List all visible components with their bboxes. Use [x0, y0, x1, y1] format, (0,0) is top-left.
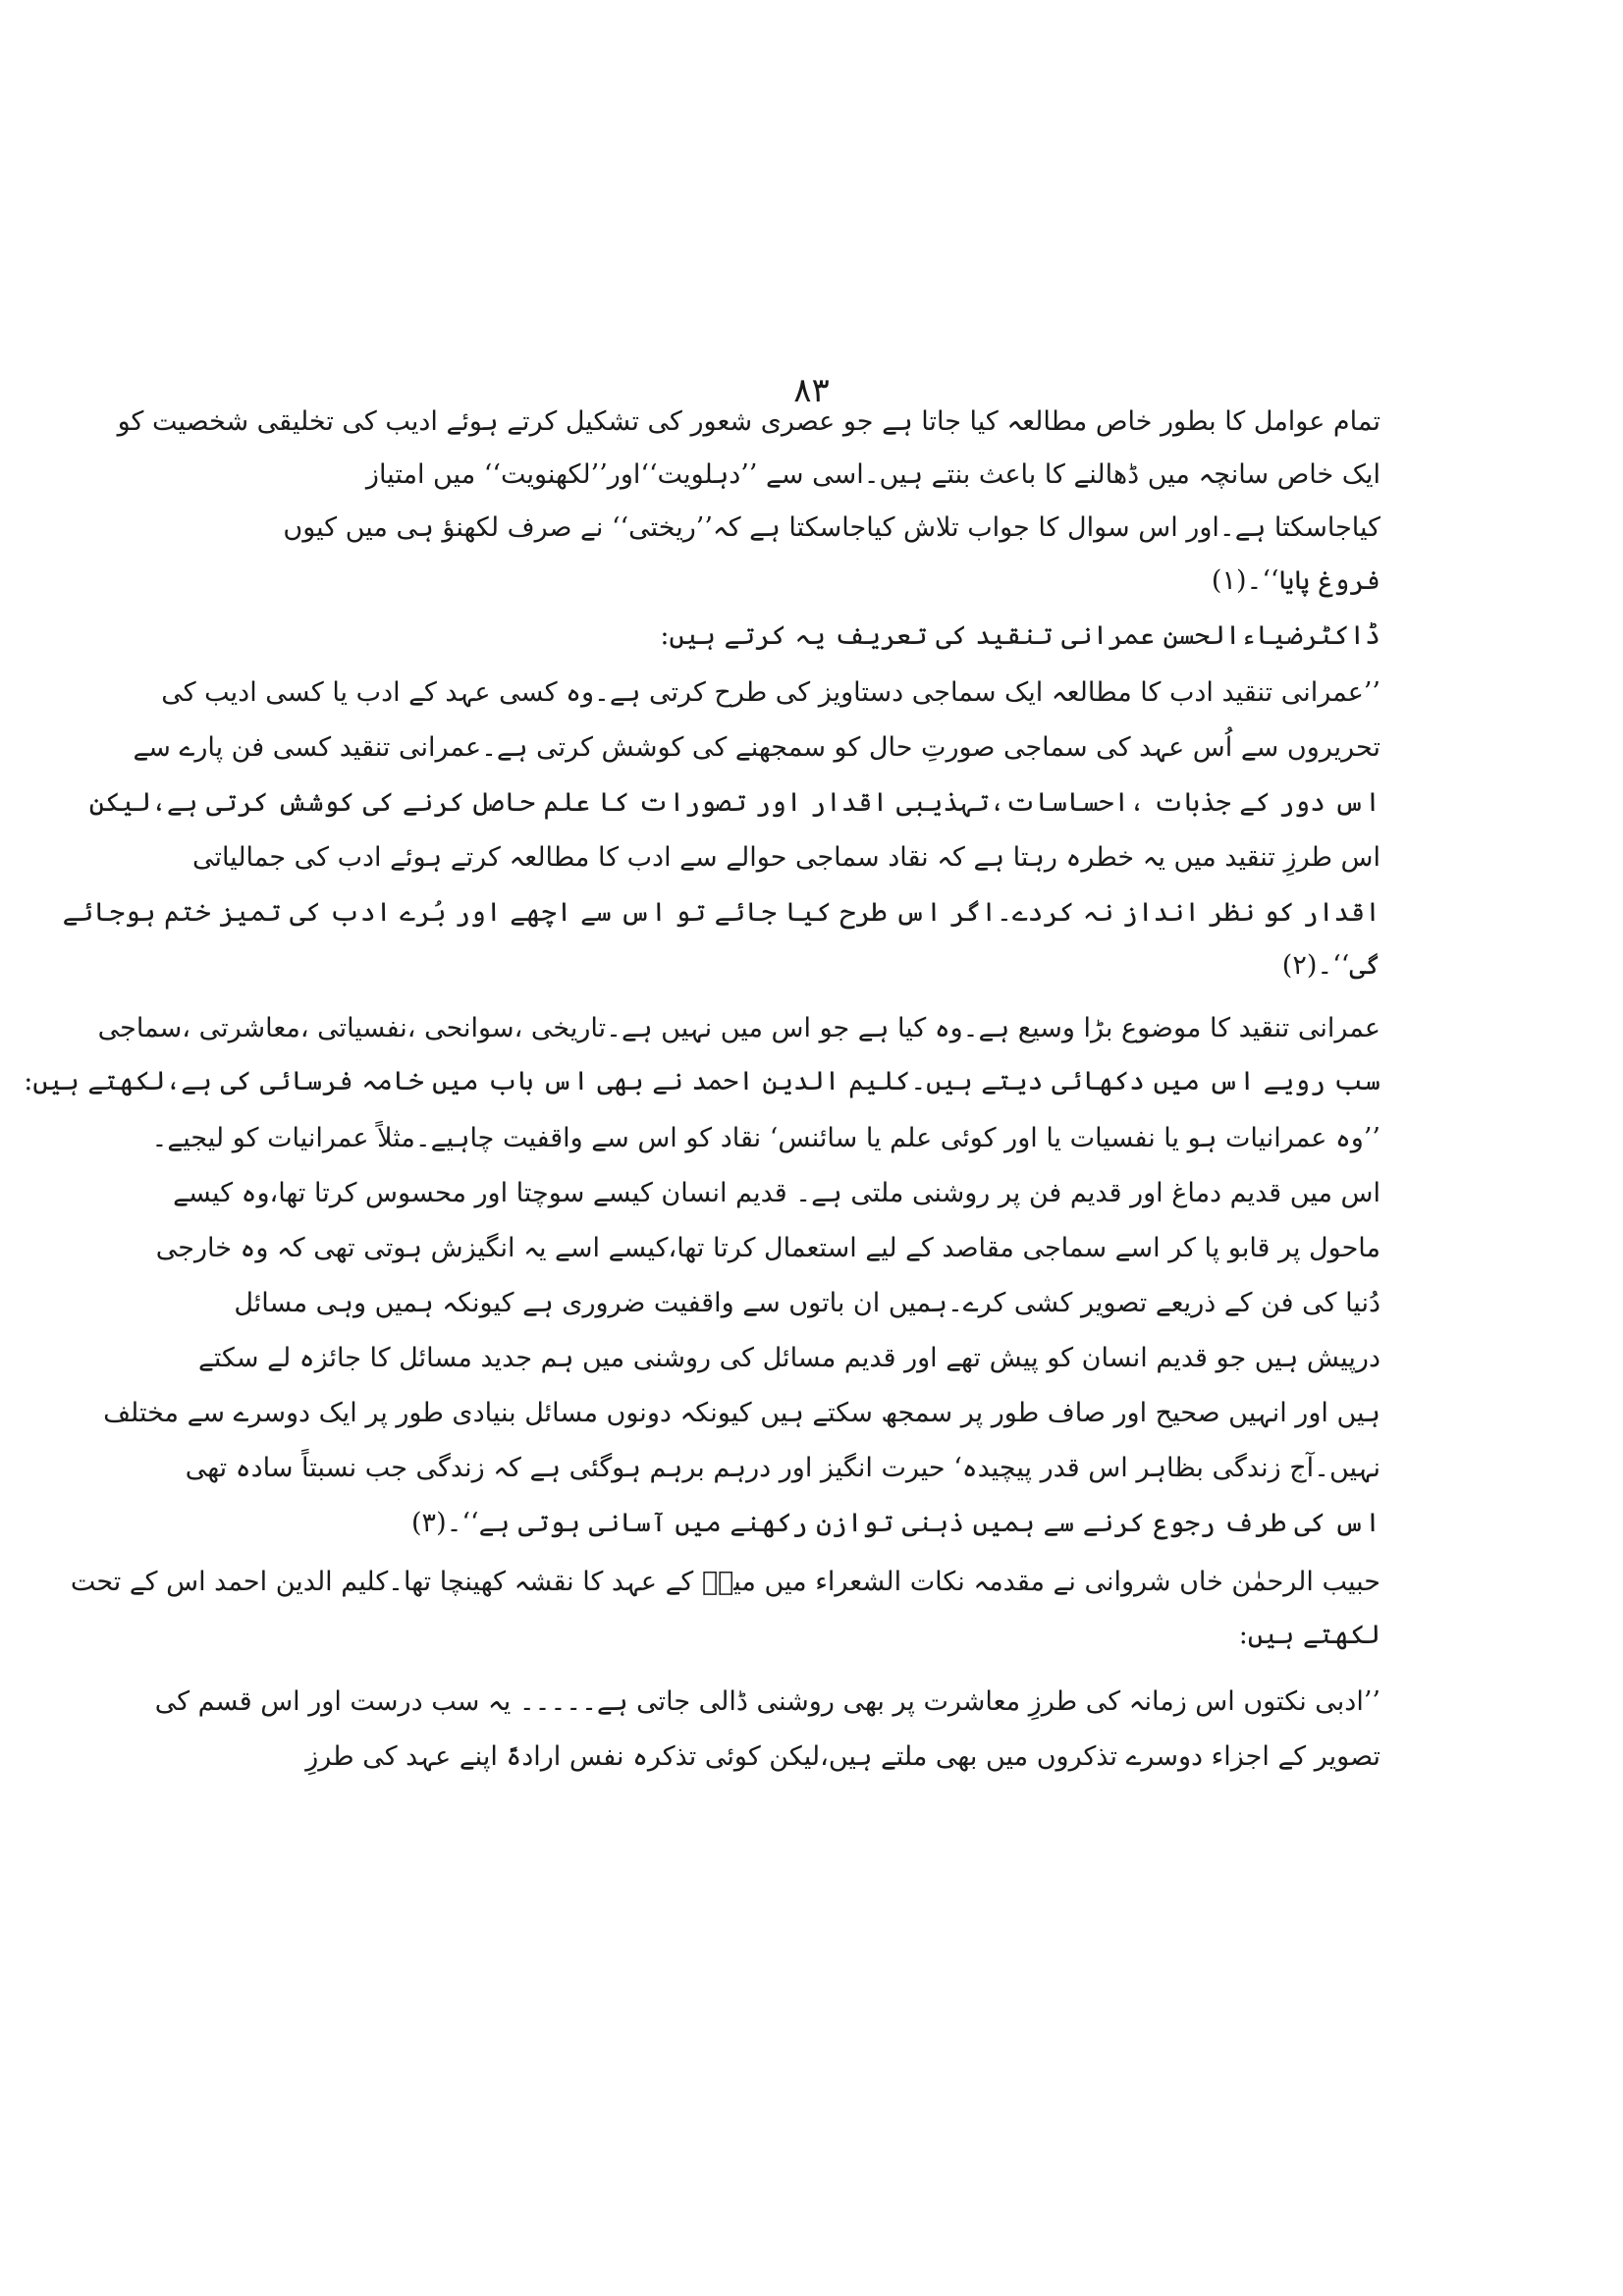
text-line: نہیں۔آج زندگی بظاہر اس قدر پیچیدہ‘ حیرت انگیز اور درہم برہم ہوگئی ہے کہ زندگی جب نسبتاً سادہ تھی	[185, 1453, 1380, 1483]
text-line: ’’وہ عمرانیات ہو یا نفسیات یا اور کوئی علم یا سائنس‘ نقاد کو اس سے واقفیت چاہیے۔مثلاً عمرانیات کو لیجیے۔	[151, 1123, 1380, 1153]
text-line: فروغ پایا‘‘۔(۱)	[1211, 565, 1380, 596]
text-line: سب رویے اس میں دکھائی دیتے ہیں۔کلیم الدین احمد نے بھی اس باب میں خامہ فرسائی کی ہے،لکھتے ہیں:	[24, 1066, 1380, 1096]
text-line: تمام عوامل کا بطور خاص مطالعہ کیا جاتا ہے جو عصری شعور کی تشکیل کرتے ہوئے ادیب کی تخلیقی شخصیت کو	[117, 406, 1380, 437]
text-line: تصویر کے اجزاء دوسرے تذکروں میں بھی ملتے ہیں،لیکن کوئی تذکرہ نفس ارادۃً اپنے عہد کی طرزِ	[305, 1741, 1380, 1772]
text-line: اس طرزِ تنقید میں یہ خطرہ رہتا ہے کہ نقاد سماجی حوالے سے ادب کا مطالعہ کرتے ہوئے ادب کی جمالیاتی	[191, 842, 1380, 873]
text-line: کیاجاسکتا ہے۔اور اس سوال کا جواب تلاش کیاجاسکتا ہے کہ’’ریختی‘‘ نے صرف لکھنؤ ہی میں کیوں	[283, 512, 1380, 543]
text-line: اس میں قدیم دماغ اور قدیم فن پر روشنی ملتی ہے۔ قدیم انسان کیسے سوچتا اور محسوس کرتا تھا،وہ کیسے	[173, 1178, 1380, 1208]
text-line: ایک خاص سانچہ میں ڈھالنے کا باعث بنتے ہیں۔اسی سے ’’دہلویت‘‘اور’’لکھنویت‘‘ میں امتیاز	[365, 459, 1380, 490]
text-line: اقدار کو نظر انداز نہ کردے۔اگر اس طرح کیا جائے تو اس سے اچھے اور بُرے ادب کی تمیز ختم ہوجائے	[62, 897, 1380, 928]
text-line: ڈاکٹرضیاءالحسن عمرانی تنقید کی تعریف یہ کرتے ہیں:	[660, 620, 1380, 651]
text-line: حبیب الرحمٰن خاں شروانی نے مقدمہ نکات الشعراء میں میرؔ کے عہد کا نقشہ کھینچا تھا۔کلیم الدین احمد اس کے تحت	[70, 1567, 1380, 1597]
text-line: ماحول پر قابو پا کر اسے سماجی مقاصد کے لیے استعمال کرتا تھا،کیسے اسے یہ انگیزش ہوتی تھی کہ وہ خارجی	[155, 1233, 1380, 1263]
text-line: ہیں اور انہیں صحیح اور صاف طور پر سمجھ سکتے ہیں کیونکہ دونوں مسائل بنیادی طور پر ایک دوسرے سے مختلف	[103, 1398, 1380, 1428]
text-line: ’’ادبی نکتوں اس زمانہ کی طرزِ معاشرت پر بھی روشنی ڈالی جاتی ہے۔۔۔۔۔ یہ سب درست اور اس قسم کی	[154, 1686, 1380, 1717]
text-line: لکھتے ہیں:	[1238, 1620, 1380, 1650]
text-line: گی‘‘۔(۲)	[1281, 950, 1380, 981]
text-line: اس کی طرف رجوع کرنے سے ہمیں ذہنی توازن رکھنے میں آسانی ہوتی ہے‘‘۔(۳)	[411, 1508, 1380, 1538]
text-line: ’’عمرانی تنقید ادب کا مطالعہ ایک سماجی دستاویز کی طرح کرتی ہے۔وہ کسی عہد کے ادب یا کسی ادیب کی	[161, 677, 1380, 708]
text-line: اس دور کے جذبات ،احساسات،تہذیبی اقدار اور تصورات کا علم حاصل کرنے کی کوشش کرتی ہے،لیکن	[88, 787, 1380, 818]
text-line: عمرانی تنقید کا موضوع بڑا وسیع ہے۔وہ کیا ہے جو اس میں نہیں ہے۔تاریخی ،سوانحی ،نفسیاتی ،معاشرتی ،سماجی	[97, 1013, 1380, 1043]
text-line: تحریروں سے اُس عہد کی سماجی صورتِ حال کو سمجھنے کی کوشش کرتی ہے۔عمرانی تنقید کسی فن پارے سے	[133, 732, 1380, 763]
text-line: درپیش ہیں جو قدیم انسان کو پیش تھے اور قدیم مسائل کی روشنی میں ہم جدید مسائل کا جائزہ لے سکتے	[198, 1343, 1380, 1373]
page-number: ۸۳	[793, 371, 830, 410]
text-line: دُنیا کی فن کے ذریعے تصویر کشی کرے۔ہمیں ان باتوں سے واقفیت ضروری ہے کیونکہ ہمیں وہی مسائل	[234, 1288, 1380, 1318]
